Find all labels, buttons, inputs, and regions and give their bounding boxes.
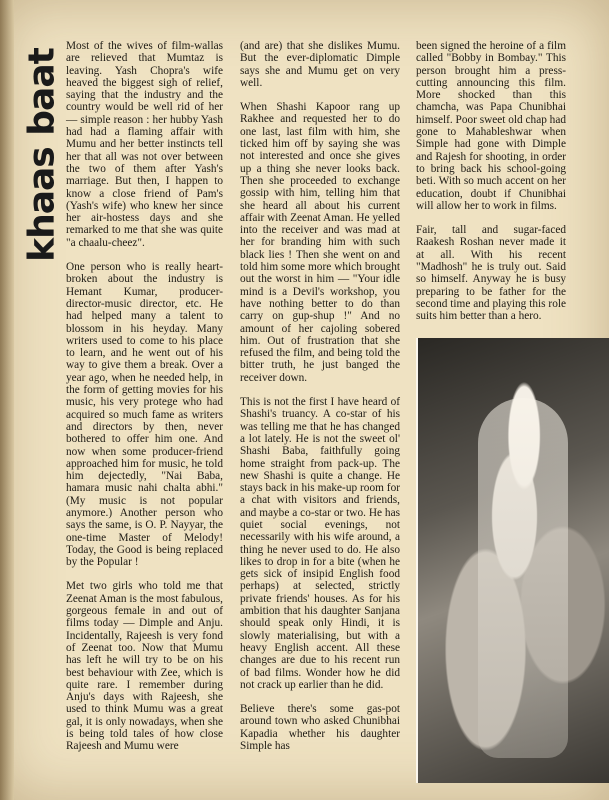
actress-photo — [416, 338, 609, 783]
text-column-1 — [66, 40, 223, 765]
paragraph: Met two girls who told me that Zeenat Aman is the most fabulous, gorgeous female in and out of films today — Dimple and Anju. Incidentally, Rajeesh is very fond of Zeenat too. Now that Mumu has left he will try to be on his best behaviour with Zee, which is quite rare. I remember during Anju's days with Rajeesh, she used to think Mumu was a great gal, it is only nowadays, when she is being told tales of how close Rajeesh and Mumu were — [66, 580, 223, 753]
paragraph: been signed the heroine of a film called "Bobby in Bombay." This person brought him a press-cutting announcing this film. More shocked than this chamcha, was Papa Chunibhai himself. Poor sweet old chap had gone to Mahableshwar when Simple had gone with Dimple and Rajesh for shooting, in order to bring back his school-going beti. With so much accent on her education, doubt if Chunibhai will allow her to work in films. — [416, 40, 566, 212]
text-column-3 — [416, 40, 566, 335]
kicker-text: khaas baat — [21, 48, 63, 262]
page-spine — [0, 0, 14, 800]
photo-figure — [478, 398, 568, 758]
paragraph: Fair, tall and sugar-faced Raakesh Roshan never made it at all. With his recent "Madhosh" he is truly out. Said so himself. Anyway he is busy preparing to be father for the second time and playing this role suits him better than a hero. — [416, 224, 566, 323]
paragraph: This is not the first I have heard of Shashi's truancy. A co-star of his was telling me that he has changed a lot lately. He is not the sweet ol' Shashi Baba, faithfully going home straight from pack-up. The new Shashi is quite a change. He stays back in his make-up room for a chat with visitors and friends, and maybe a co-star or two. He has quiet social evenings, not necessarily with his wife around, a thing he never used to do. He also likes to drop in for a bite (when he gets sick of insipid English food perhaps) at selected, strictly private friends' houses. As for his ambition that his daughter Sanjana should speak only Hindi, it is slowly materialising, but with a heavy English accent. All these changes are due to his recent run of bad films. Wonder how he did not crack up earlier than he did. — [240, 396, 400, 691]
paragraph: (and are) that she dislikes Mumu. But the ever-diplomatic Dimple says she and Mumu get on very well. — [240, 40, 400, 89]
paragraph: One person who is really heart-broken about the industry is Hemant Kumar, producer-director-music director, etc. He had helped many a talent to blossom in his heyday. Many writers used to come to his place to learn, and he went out of his way to give them a break. Over a year ago, when he needed help, in the form of getting movies for his music, his very protege who had acquired so much fame as writers and directors by then, never bothered to offer him one. And now when some producer-friend approached him for music, he told him dejectedly, "Nai Baba, hamara music nahi chalta abhi." (My music is not popular anymore.) Another person who says the same, is O. P. Nayyar, the one-time Master of Melody! Today, the Good is being replaced by the Popular ! — [66, 261, 223, 569]
paragraph: When Shashi Kapoor rang up Rakhee and requested her to do one last, last film with him, she ticked him off by saying she was not interested and once she gives up a thing she never looks back. Then she proceeded to exchange gossip with him, telling him that she heard all about his current affair with Zeenat Aman. He yelled into the receiver and was mad at her for branding him with such black lies ! Then she went on and told him some more which brought out the worst in him — "Your idle mind is a Devil's workshop, you have nothing better to do than carry on gup-shup !" And no amount of her cajoling sobered him. Out of frustration that she refused the film, and being told the bitter truth, he just banged the receiver down. — [240, 101, 400, 384]
text-column-2 — [240, 40, 400, 764]
paragraph: Believe there's some gas-pot around town who asked Chunibhai Kapadia whether his daughter Simple has — [240, 703, 400, 753]
paragraph: Most of the wives of film-wallas are relieved that Mumtaz is leaving. Yash Chopra's wife heaved the biggest sigh of relief, saying that the industry and the country would be well rid of her — simple reason : her hubby Yash had had a flaming affair with Mumu and her better instincts tell her that all was not over between the two of them after Yash's marriage. But then, I happen to know a close friend of Pam's (Yash's wife) who knew her since her air-hostess days and she remarked to me that she was quite "a chaalu-cheez". — [66, 40, 223, 249]
section-kicker — [20, 40, 64, 270]
